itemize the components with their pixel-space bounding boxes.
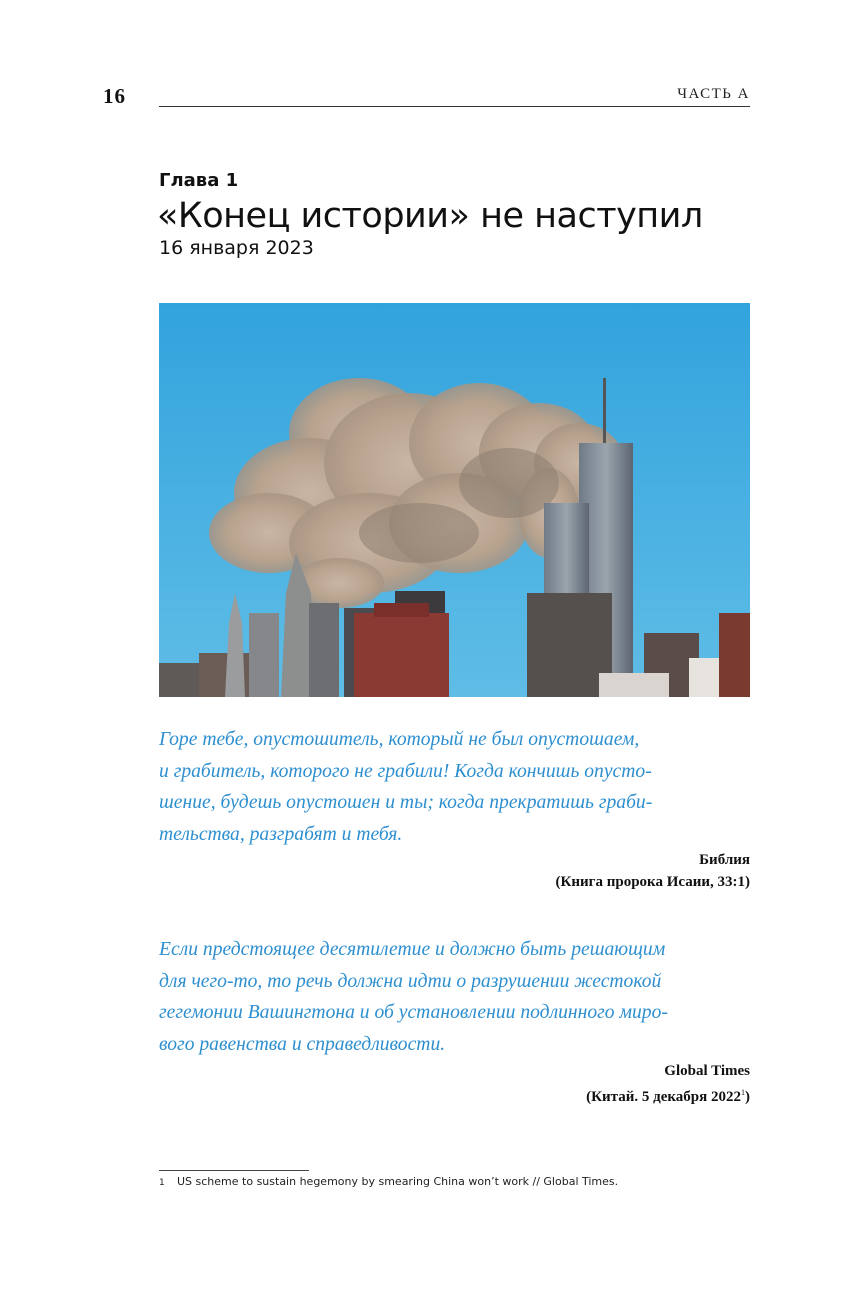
attribution-detail: (Книга пророка Исаии, 33:1) xyxy=(555,874,750,890)
page-number: 16 xyxy=(103,84,126,108)
attribution-source: Global Times xyxy=(664,1063,750,1079)
epigraph-line: шение, будешь опустошен и ты; когда прекратишь граби- xyxy=(159,792,653,813)
epigraph-line: Горе тебе, опустошитель, который не был опустошаем, xyxy=(159,729,640,750)
chapter-date: 16 января 2023 xyxy=(159,237,314,259)
epigraph-line: и грабитель, которого не грабили! Когда кончишь опусто- xyxy=(159,760,652,782)
footnote xyxy=(159,1175,759,1188)
footnote-mark: 1 xyxy=(159,1178,165,1188)
attribution-detail-close: ) xyxy=(745,1089,750,1105)
chapter-title: «Конец истории» не наступил xyxy=(157,196,703,236)
twin-towers-photo xyxy=(159,303,750,697)
footnote-text: US scheme to sustain hegemony by smearing China won’t work // Global Times. xyxy=(177,1175,619,1188)
footnote-rule xyxy=(159,1170,309,1171)
header-rule xyxy=(159,106,750,107)
running-head: ЧАСТЬ А xyxy=(677,86,750,102)
epigraph-line: тельства, разграбят и тебя. xyxy=(159,823,403,845)
epigraph-line: вого равенства и справедливости. xyxy=(159,1033,446,1055)
epigraph-line: Если предстоящее десятилетие и должно быть решающим xyxy=(159,939,666,960)
chapter-label: Глава 1 xyxy=(159,170,239,191)
attribution-detail-text: (Китай. 5 декабря 2022 xyxy=(586,1089,741,1105)
epigraph-bible xyxy=(159,724,750,850)
epigraph-global-times xyxy=(159,934,750,1060)
epigraph-attribution xyxy=(556,849,751,893)
epigraph-line: гегемонии Вашингтона и об установлении подлинного миро- xyxy=(159,1002,668,1023)
footnote-reference[interactable]: 1 xyxy=(741,1088,745,1097)
epigraph-attribution xyxy=(586,1060,750,1108)
attribution-source: Библия xyxy=(699,852,750,868)
epigraph-line: для чего-то, то речь должна идти о разрушении жестокой xyxy=(159,970,662,992)
attribution-detail xyxy=(586,1082,750,1108)
